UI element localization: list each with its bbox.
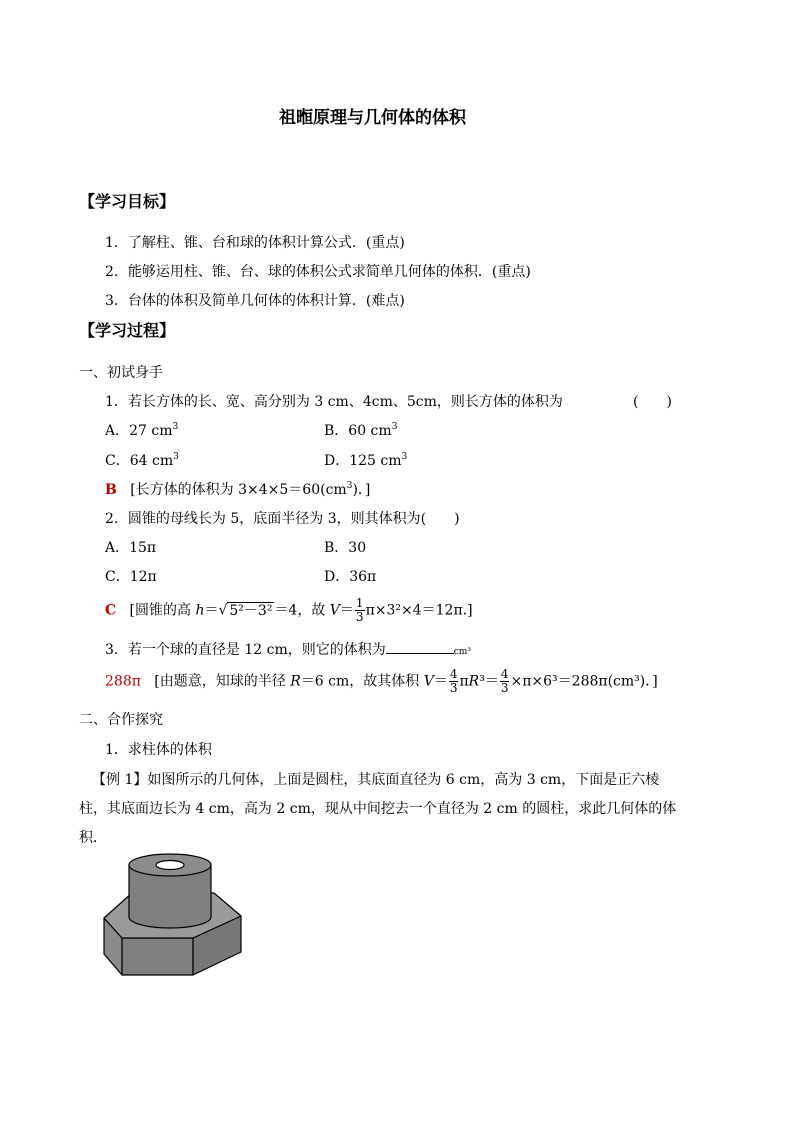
goal-item: 2．能够运用柱、锥、台、球的体积公式求简单几何体的体积．(重点) <box>105 264 531 280</box>
q1-stem: 1．若长方体的长、宽、高分别为 3 cm、4cm、5cm，则长方体的体积为 <box>105 394 563 410</box>
sqrt-expression: 5²－3² <box>229 602 273 619</box>
part2-subheading: 1．求柱体的体积 <box>105 742 212 758</box>
example-line: 积． <box>79 830 107 846</box>
q1-solution: B [长方体的体积为 $3\times 4\times 5=60(cm^3)$．] <box>105 481 371 498</box>
q2-option-b: B．30 <box>324 540 367 556</box>
q2-option-a: A．15π <box>105 540 157 556</box>
q1-option-b: B．60 $cm^3$ <box>324 422 398 439</box>
q3-solution: 288π [由题意，知球的半径 R＝6 cm，故其体积 V＝ $\frac{4}{3}$ πR³＝ $\frac{4}{3}$ ×π×6³＝288π(cm³)．] <box>105 667 658 695</box>
prism-front-face <box>122 938 193 975</box>
solid-figure <box>100 848 246 976</box>
q2-answer: C <box>105 602 117 619</box>
page-title: 祖暅原理与几何体的体积 <box>279 108 466 128</box>
part1-heading: 一、初试身手 <box>79 365 163 381</box>
cylinder-hole <box>156 861 184 870</box>
goal-item: 3．台体的体积及简单几何体的体积计算．(难点) <box>105 293 405 309</box>
q2-stem: 2．圆锥的母线长为 5，底面半径为 3，则其体积为( ) <box>105 511 460 527</box>
goals-header: 【学习目标】 <box>79 192 176 211</box>
q1-answer-paren: ( ) <box>633 394 672 410</box>
q1-answer: B <box>105 482 117 498</box>
q2-option-c: C．12π <box>105 569 157 585</box>
q2-option-d: D．36π <box>324 569 377 585</box>
part2-heading: 二、合作探究 <box>79 712 163 728</box>
example-label: 【例 1】 <box>92 772 148 788</box>
goal-item: 1．了解柱、锥、台和球的体积计算公式．(重点) <box>105 235 405 251</box>
fraction: $\frac{1}{3}$ <box>355 596 364 624</box>
q3-answer: 288π <box>105 673 141 690</box>
q1-option-a: A．27 $cm^3$ <box>105 422 179 439</box>
fraction: $\frac{4}{3}$ <box>500 667 509 695</box>
process-header: 【学习过程】 <box>79 321 176 340</box>
example-line: 【例 1】如图所示的几何体，上面是圆柱，其底面直径为 6 cm，高为 3 cm，下面是正六棱 <box>92 772 660 788</box>
q2-solution: C [圆锥的高 h＝√ 5²－3² ＝4，故 V＝ $\frac{1}{3}$ π×3²×4＝12π.] <box>105 596 473 624</box>
answer-blank <box>386 639 454 654</box>
fraction: $\frac{4}{3}$ <box>449 667 458 695</box>
q1-option-c: C．64 $cm^3$ <box>105 452 179 469</box>
q3-stem: 3．若一个球的直径是 12 cm，则它的体积为 cm³ <box>105 639 471 662</box>
example-line: 柱，其底面边长为 4 cm，高为 2 cm，现从中间挖去一个直径为 2 cm 的圆柱，求此几何体的体 <box>79 801 677 817</box>
q1-option-d: D．125 $cm^3$ <box>324 452 408 469</box>
